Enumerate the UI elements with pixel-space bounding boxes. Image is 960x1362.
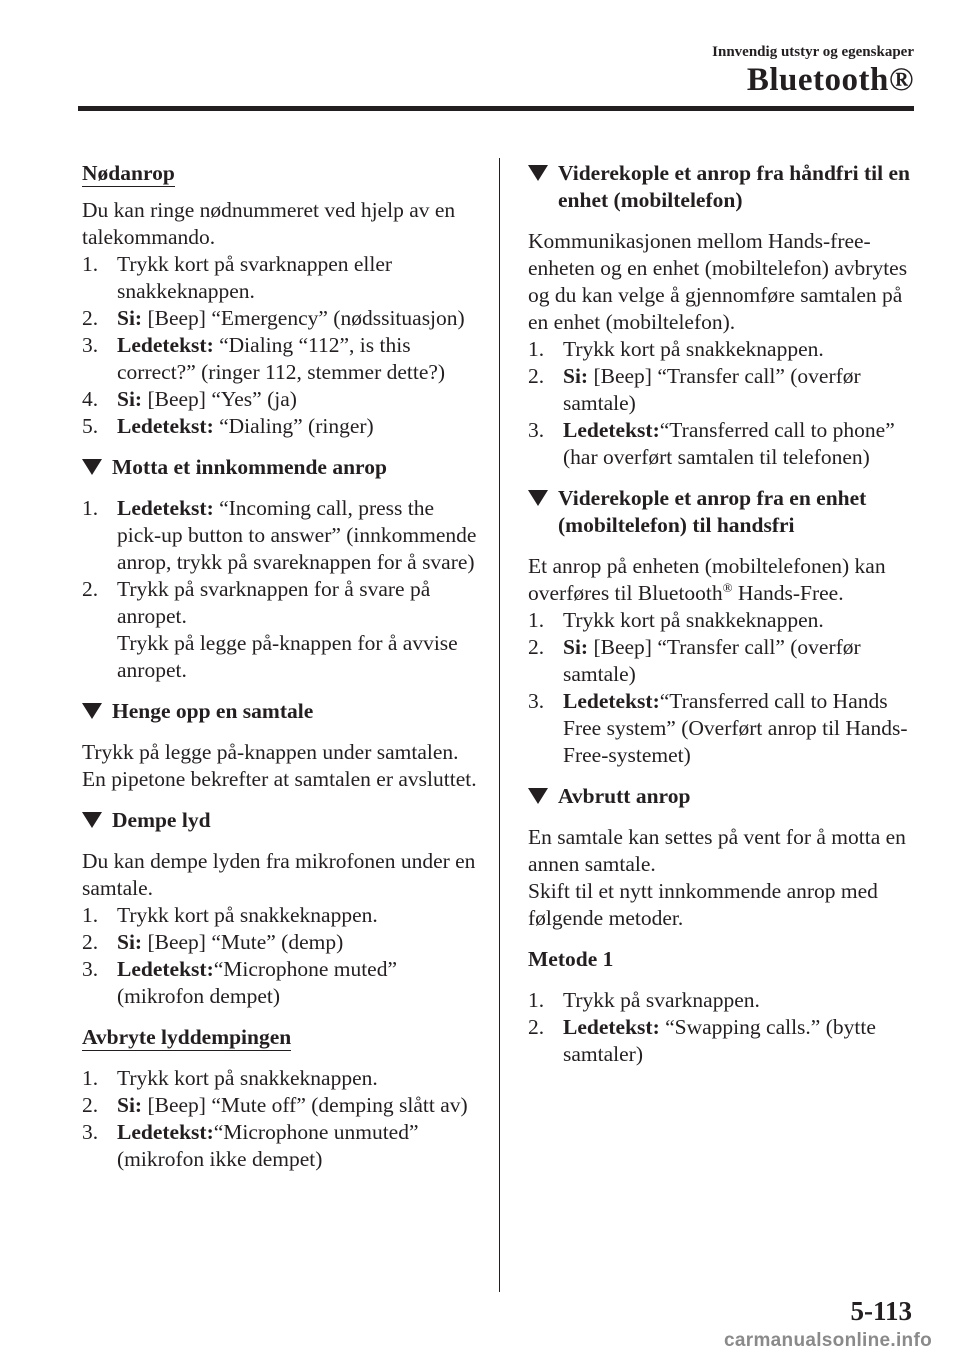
- avbrutt-steps: [528, 987, 920, 1068]
- heading-viderekople-1: Viderekople et anrop fra håndfri til en enhet (mobiltelefon): [528, 160, 920, 214]
- list-item: 3. Ledetekst:“Transferred call to phone” (har overført samtalen til telefonen): [528, 418, 895, 469]
- list-item: 3. Ledetekst: “Dialing “112”, is this correct?” (ringer 112, stemmer dette?): [82, 333, 446, 384]
- viderekople-1-steps: [528, 336, 920, 471]
- header-rule: [78, 106, 914, 111]
- list-item: 2. Si: [Beep] “Mute” (demp): [82, 930, 344, 954]
- header-section: Innvendig utstyr og egenskaper: [712, 44, 914, 60]
- heading-dempe: Dempe lyd: [82, 807, 482, 834]
- list-item: 2. Ledetekst: “Swapping calls.” (bytte samtaler): [528, 1015, 876, 1066]
- avbryte-steps: [82, 1065, 482, 1173]
- list-item: 3. Ledetekst:“Transferred call to Hands Free system” (Overført anrop til Hands-Free-systemet): [528, 689, 908, 767]
- heading-avbryte: Avbryte lyddempingen: [82, 1025, 292, 1049]
- nodanrop-intro: Du kan ringe nødnummeret ved hjelp av en talekommando.: [82, 198, 456, 249]
- triangle-marker-icon: [528, 490, 548, 506]
- column-divider: [499, 158, 500, 1292]
- list-item: 1. Trykk kort på snakkeknappen.: [82, 903, 378, 927]
- nodanrop-steps: [82, 251, 482, 440]
- viderekople-1-intro: Kommunikasjonen mellom Hands-free-enheten og en enhet (mobiltelefon) avbrytes og du kan velge å gjennomføre samtalen på en enhet (mobiltelefon).: [528, 229, 908, 334]
- viderekople-2-steps: [528, 607, 920, 769]
- page-number: 5-113: [850, 1296, 912, 1326]
- list-item: 1. Trykk kort på svarknappen eller snakkeknappen.: [82, 252, 393, 303]
- triangle-marker-icon: [528, 165, 548, 181]
- heading-motta: Motta et innkommende anrop: [82, 454, 482, 481]
- avbrutt-text-2: Skift til et nytt innkommende anrop med følgende metoder.: [528, 879, 878, 930]
- dempe-steps: [82, 902, 482, 1010]
- page-title: Bluetooth®: [746, 62, 914, 98]
- avbrutt-text-1: En samtale kan settes på vent for å motta en annen samtale.: [528, 825, 906, 876]
- list-item: 2. Si: [Beep] “Mute off” (demping slått av): [82, 1093, 468, 1117]
- right-column: [528, 160, 920, 1068]
- motta-steps: [82, 495, 482, 684]
- henge-text: Trykk på legge på-knappen under samtalen. En pipetone bekrefter at samtalen er avsluttet.: [82, 740, 477, 791]
- heading-avbrutt: Avbrutt anrop: [528, 783, 920, 810]
- triangle-marker-icon: [82, 703, 102, 719]
- watermark: carmanualsonline.info: [724, 1330, 932, 1351]
- triangle-marker-icon: [82, 812, 102, 828]
- list-item: 1. Ledetekst: “Incoming call, press the pick-up button to answer” (innkommende anrop, trykk på svareknappen for å svare): [82, 496, 477, 574]
- list-item: 3. Ledetekst:“Microphone unmuted” (mikrofon ikke dempet): [82, 1120, 419, 1171]
- list-item: 5. Ledetekst: “Dialing” (ringer): [82, 414, 374, 438]
- list-item: 1. Trykk kort på snakkeknappen.: [528, 608, 824, 632]
- left-column: [82, 160, 482, 1173]
- heading-viderekople-2: Viderekople et anrop fra en enhet (mobiltelefon) til handsfri: [528, 485, 920, 539]
- list-item: 1. Trykk kort på snakkeknappen.: [82, 1066, 378, 1090]
- triangle-marker-icon: [528, 788, 548, 804]
- metode-label: Metode 1: [528, 947, 614, 971]
- viderekople-2-intro: Et anrop på enheten (mobiltelefonen) kan overføres til Bluetooth® Hands-Free.: [528, 554, 886, 605]
- list-item: 2. Si: [Beep] “Transfer call” (overfør samtale): [528, 364, 861, 415]
- list-item: 3. Ledetekst:“Microphone muted” (mikrofon dempet): [82, 957, 398, 1008]
- list-item: 1. Trykk på svarknappen.: [528, 988, 760, 1012]
- list-item: 4. Si: [Beep] “Yes” (ja): [82, 387, 297, 411]
- list-item: 2. Si: [Beep] “Emergency” (nødssituasjon): [82, 306, 465, 330]
- triangle-marker-icon: [82, 459, 102, 475]
- heading-nodanrop: Nødanrop: [82, 161, 175, 185]
- list-item: 2. Si: [Beep] “Transfer call” (overfør samtale): [528, 635, 861, 686]
- heading-henge: Henge opp en samtale: [82, 698, 482, 725]
- list-item: 1. Trykk kort på snakkeknappen.: [528, 337, 824, 361]
- dempe-intro: Du kan dempe lyden fra mikrofonen under en samtale.: [82, 849, 476, 900]
- list-item: 2. Trykk på svarknappen for å svare på anropet. Trykk på legge på-knappen for å avvise anropet.: [82, 577, 458, 682]
